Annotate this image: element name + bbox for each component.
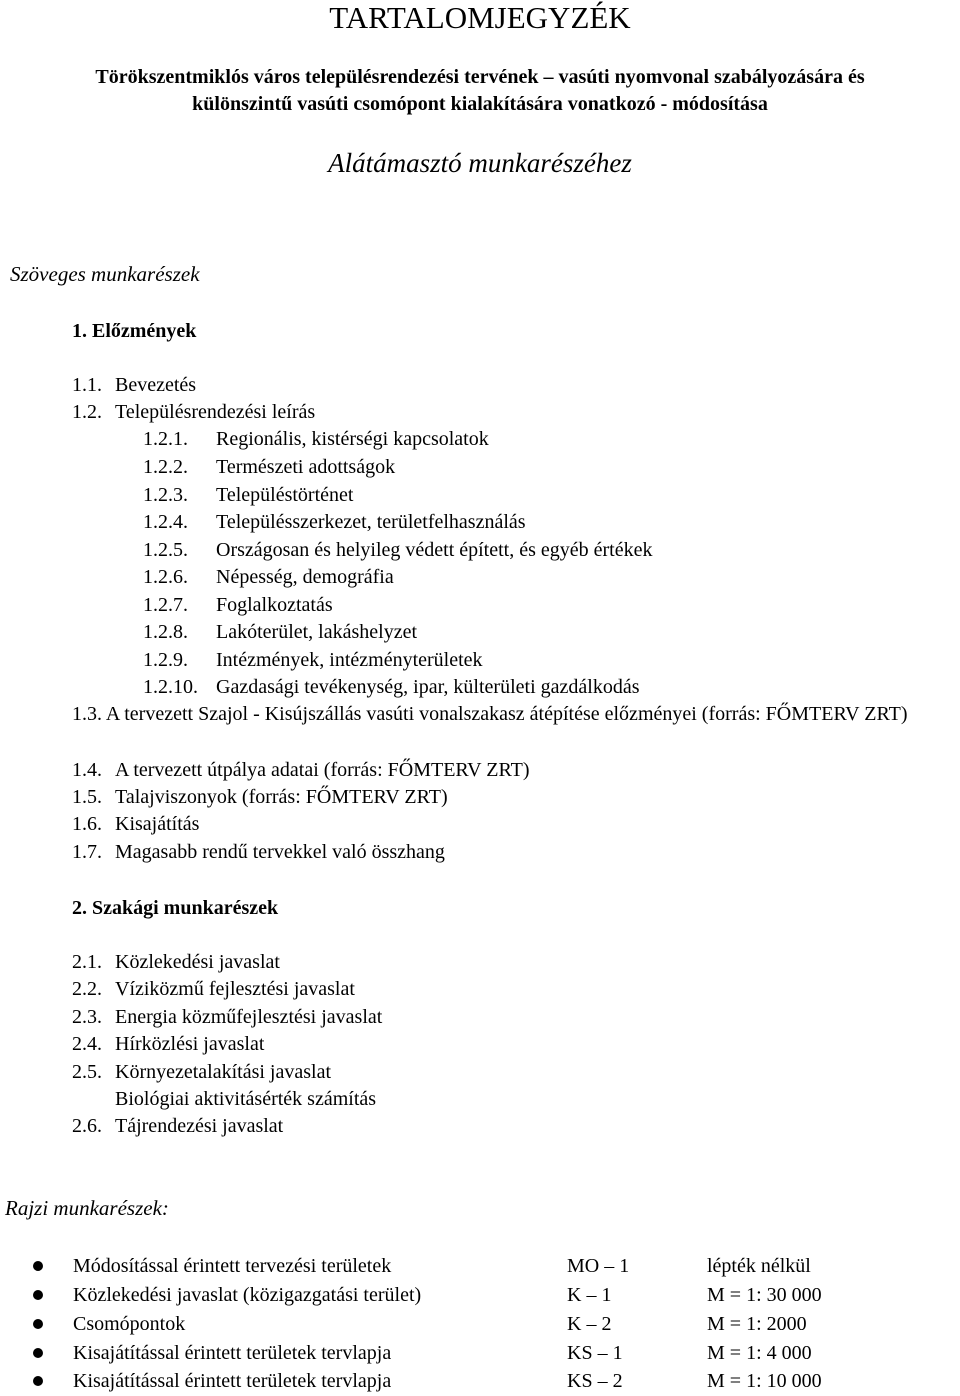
toc-item: 1.1. Bevezetés bbox=[72, 374, 197, 396]
drawing-row bbox=[0, 1366, 960, 1396]
toc-item: 1.2.5. Országosan és helyileg védett épített, és egyéb értékek bbox=[143, 539, 653, 561]
drawing-scale: lépték nélkül bbox=[707, 1255, 811, 1277]
drawing-row bbox=[0, 1338, 960, 1368]
toc-item: 1.2.2. Természeti adottságok bbox=[143, 456, 396, 478]
toc-item: 2.6. Tájrendezési javaslat bbox=[72, 1115, 284, 1137]
toc-item: Biológiai aktivitásérték számítás bbox=[115, 1088, 377, 1110]
bullet-icon bbox=[33, 1261, 43, 1271]
drawing-name: Kisajátítással érintett területek tervlapja bbox=[73, 1370, 392, 1392]
toc-item: 1.2.7. Foglalkoztatás bbox=[143, 594, 333, 616]
toc-item: 2.4. Hírközlési javaslat bbox=[72, 1033, 265, 1055]
toc-item: 1.6. Kisajátítás bbox=[72, 813, 200, 835]
toc-item: 1.2.10. Gazdasági tevékenység, ipar, külterületi gazdálkodás bbox=[143, 676, 640, 698]
drawing-code: K – 2 bbox=[567, 1313, 612, 1335]
text-section-label: Szöveges munkarészek bbox=[10, 262, 200, 286]
drawing-scale: M = 1: 10 000 bbox=[707, 1370, 822, 1392]
toc-item: 2.2. Víziközmű fejlesztési javaslat bbox=[72, 978, 355, 1000]
drawings-section-label: Rajzi munkarészek: bbox=[5, 1196, 169, 1220]
drawing-code: K – 1 bbox=[567, 1284, 612, 1306]
bullet-icon bbox=[33, 1319, 43, 1329]
support-title: Alátámasztó munkarészéhez bbox=[328, 148, 632, 178]
drawing-scale: M = 1: 4 000 bbox=[707, 1342, 812, 1364]
toc-item: 1.2.3. Településtörténet bbox=[143, 484, 354, 506]
toc-item: 1.7. Magasabb rendű tervekkel való összhang bbox=[72, 841, 445, 863]
bullet-icon bbox=[33, 1348, 43, 1358]
drawing-name: Kisajátítással érintett területek tervlapja bbox=[73, 1342, 392, 1364]
toc-item: 1.2.4. Településszerkezet, területfelhasználás bbox=[143, 511, 526, 533]
toc-item: 1.2.8. Lakóterület, lakáshelyzet bbox=[143, 621, 418, 643]
toc-item: 1.5. Talajviszonyok (forrás: FŐMTERV ZRT) bbox=[72, 786, 448, 808]
document-subtitle-line2: különszintű vasúti csomópont kialakítására vonatkozó - módosítása bbox=[192, 93, 768, 115]
toc-item: 2.5. Környezetalakítási javaslat bbox=[72, 1061, 332, 1083]
toc-item: 1.2. Településrendezési leírás bbox=[72, 401, 316, 423]
drawing-code: MO – 1 bbox=[567, 1255, 630, 1277]
toc-item: 2.1. Közlekedési javaslat bbox=[72, 951, 280, 973]
drawing-code: KS – 2 bbox=[567, 1370, 623, 1392]
toc-item: 1.2.1. Regionális, kistérségi kapcsolatok bbox=[143, 428, 489, 450]
chapter-1-heading: 1. Előzmények bbox=[72, 320, 197, 342]
drawing-row bbox=[0, 1280, 960, 1310]
drawing-row bbox=[0, 1251, 960, 1281]
drawing-scale: M = 1: 2000 bbox=[707, 1313, 807, 1335]
toc-item: 1.4. A tervezett útpálya adatai (forrás: FŐMTERV ZRT) bbox=[72, 759, 530, 781]
drawing-row bbox=[0, 1309, 960, 1339]
toc-item: 1.2.6. Népesség, demográfia bbox=[143, 566, 394, 588]
drawing-name: Csomópontok bbox=[73, 1313, 186, 1335]
drawing-scale: M = 1: 30 000 bbox=[707, 1284, 822, 1306]
drawing-name: Módosítással érintett tervezési területek bbox=[73, 1255, 392, 1277]
toc-item: 2.3. Energia közműfejlesztési javaslat bbox=[72, 1006, 383, 1028]
document-subtitle-line1: Törökszentmiklós város településrendezési tervének – vasúti nyomvonal szabályozására és bbox=[95, 66, 865, 88]
toc-item: 1.3. A tervezett Szajol - Kisújszállás vasúti vonalszakasz átépítése előzményei (forrás: FŐMTERV ZRT) bbox=[72, 703, 908, 725]
bullet-icon bbox=[33, 1290, 43, 1300]
chapter-2-heading: 2. Szakági munkarészek bbox=[72, 897, 279, 919]
drawing-code: KS – 1 bbox=[567, 1342, 623, 1364]
document-title: TARTALOMJEGYZÉK bbox=[329, 0, 631, 35]
bullet-icon bbox=[33, 1376, 43, 1386]
drawing-name: Közlekedési javaslat (közigazgatási terület) bbox=[73, 1284, 422, 1306]
toc-item: 1.2.9. Intézmények, intézményterületek bbox=[143, 649, 483, 671]
